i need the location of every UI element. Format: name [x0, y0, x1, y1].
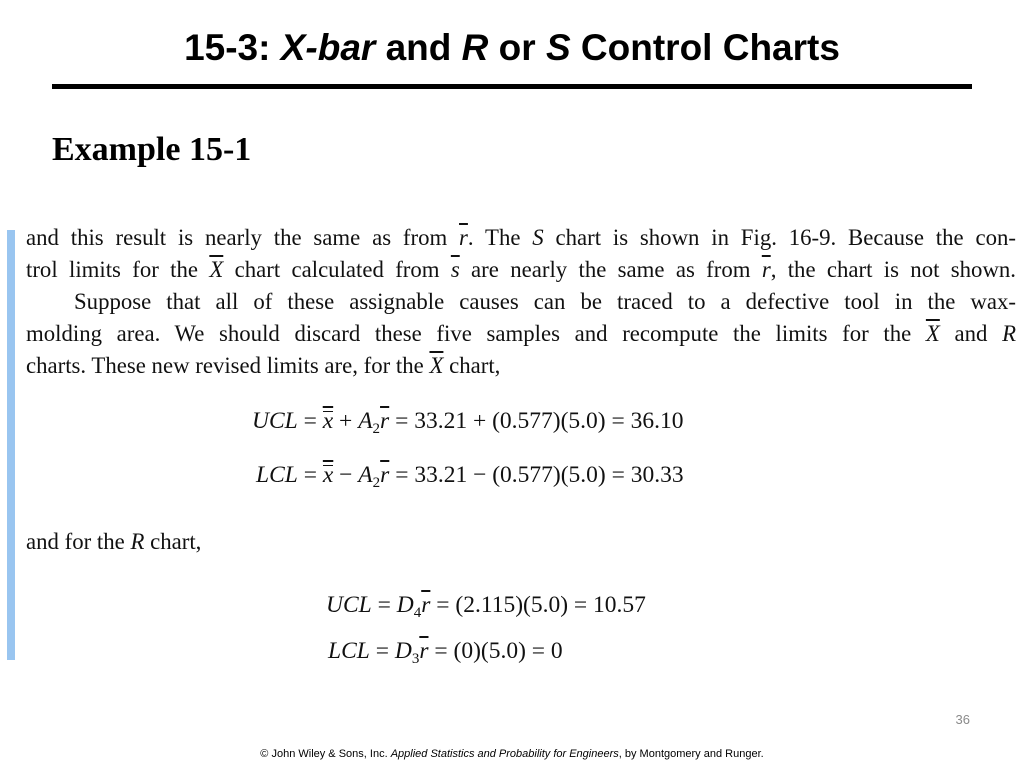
xbarbar-symbol: $\overline{x}$ [322, 408, 334, 434]
title-prefix: 15-3: [184, 27, 281, 68]
r-ucl-equation: UCL = $D_4\overline{r} = (2.115)(5.0) = 10.57$ [326, 592, 646, 621]
rbar-symbol: $\overline{r}$ [761, 257, 771, 282]
rbar-symbol: $\overline{r}$ [459, 225, 468, 250]
r-lcl-equation: LCL = $D_3\overline{r} = (0)(5.0) = 0$ [328, 638, 563, 667]
title-s: S [545, 27, 571, 68]
book-title: Applied Statistics and Probability for Engineers [390, 748, 619, 760]
sbar-symbol: $\overline{s}$ [450, 257, 460, 282]
title-xbar: X-bar [280, 27, 376, 68]
textbook-excerpt [26, 222, 1016, 382]
paragraph-line-5: charts. These new revised limits are, for the $\overline{X}$ chart, [26, 353, 501, 378]
xbarbar-symbol: $\overline{x}$ [322, 462, 334, 488]
accent-bar [7, 230, 15, 660]
title-suffix: Control Charts [570, 27, 840, 68]
xbar-lcl-equation: LCL = $\overline{x} - A_2\overline{r} = 33.21 - (0.577)(5.0) = 30.33$ [256, 462, 684, 491]
xbar-symbol: $\overline{X}$ [429, 353, 444, 378]
and-for-r-chart: and for the R chart, [26, 529, 202, 554]
xbar-symbol: $\overline{X}$ [925, 321, 940, 346]
paragraph-line-3: Suppose that all of these assignable causes can be traced to a defective tool in the wax- [74, 289, 1016, 314]
paragraph-line-2: trol limits for the $\overline{X}$ chart calculated from $\overline{s}$ are nearly the same as from $\overline{r}$, the chart is not shown. [26, 257, 1016, 282]
example-heading: Example 15-1 [52, 131, 252, 168]
paragraph-line-1: and this result is nearly the same as from $\overline{r}$. The S chart is shown in Fig. 16-9. Because the con- [26, 225, 1016, 250]
title-and: and [375, 27, 462, 68]
xbar-symbol: $\overline{X}$ [209, 257, 224, 282]
page-number: 36 [955, 712, 970, 727]
copyright-footer: © John Wiley & Sons, Inc. Applied Statistics and Probability for Engineers, by Montgomery and Runger. [260, 748, 764, 760]
paragraph-line-4: molding area. We should discard these five samples and recompute the limits for the $\overline{X}$ and R [26, 321, 1016, 346]
title-underline [52, 84, 972, 89]
slide-title [0, 24, 1024, 72]
title-r: R [461, 27, 489, 68]
xbar-ucl-equation: UCL = $\overline{x} + A_2\overline{r} = 33.21 + (0.577)(5.0) = 36.10$ [252, 408, 684, 437]
title-or: or [488, 27, 546, 68]
